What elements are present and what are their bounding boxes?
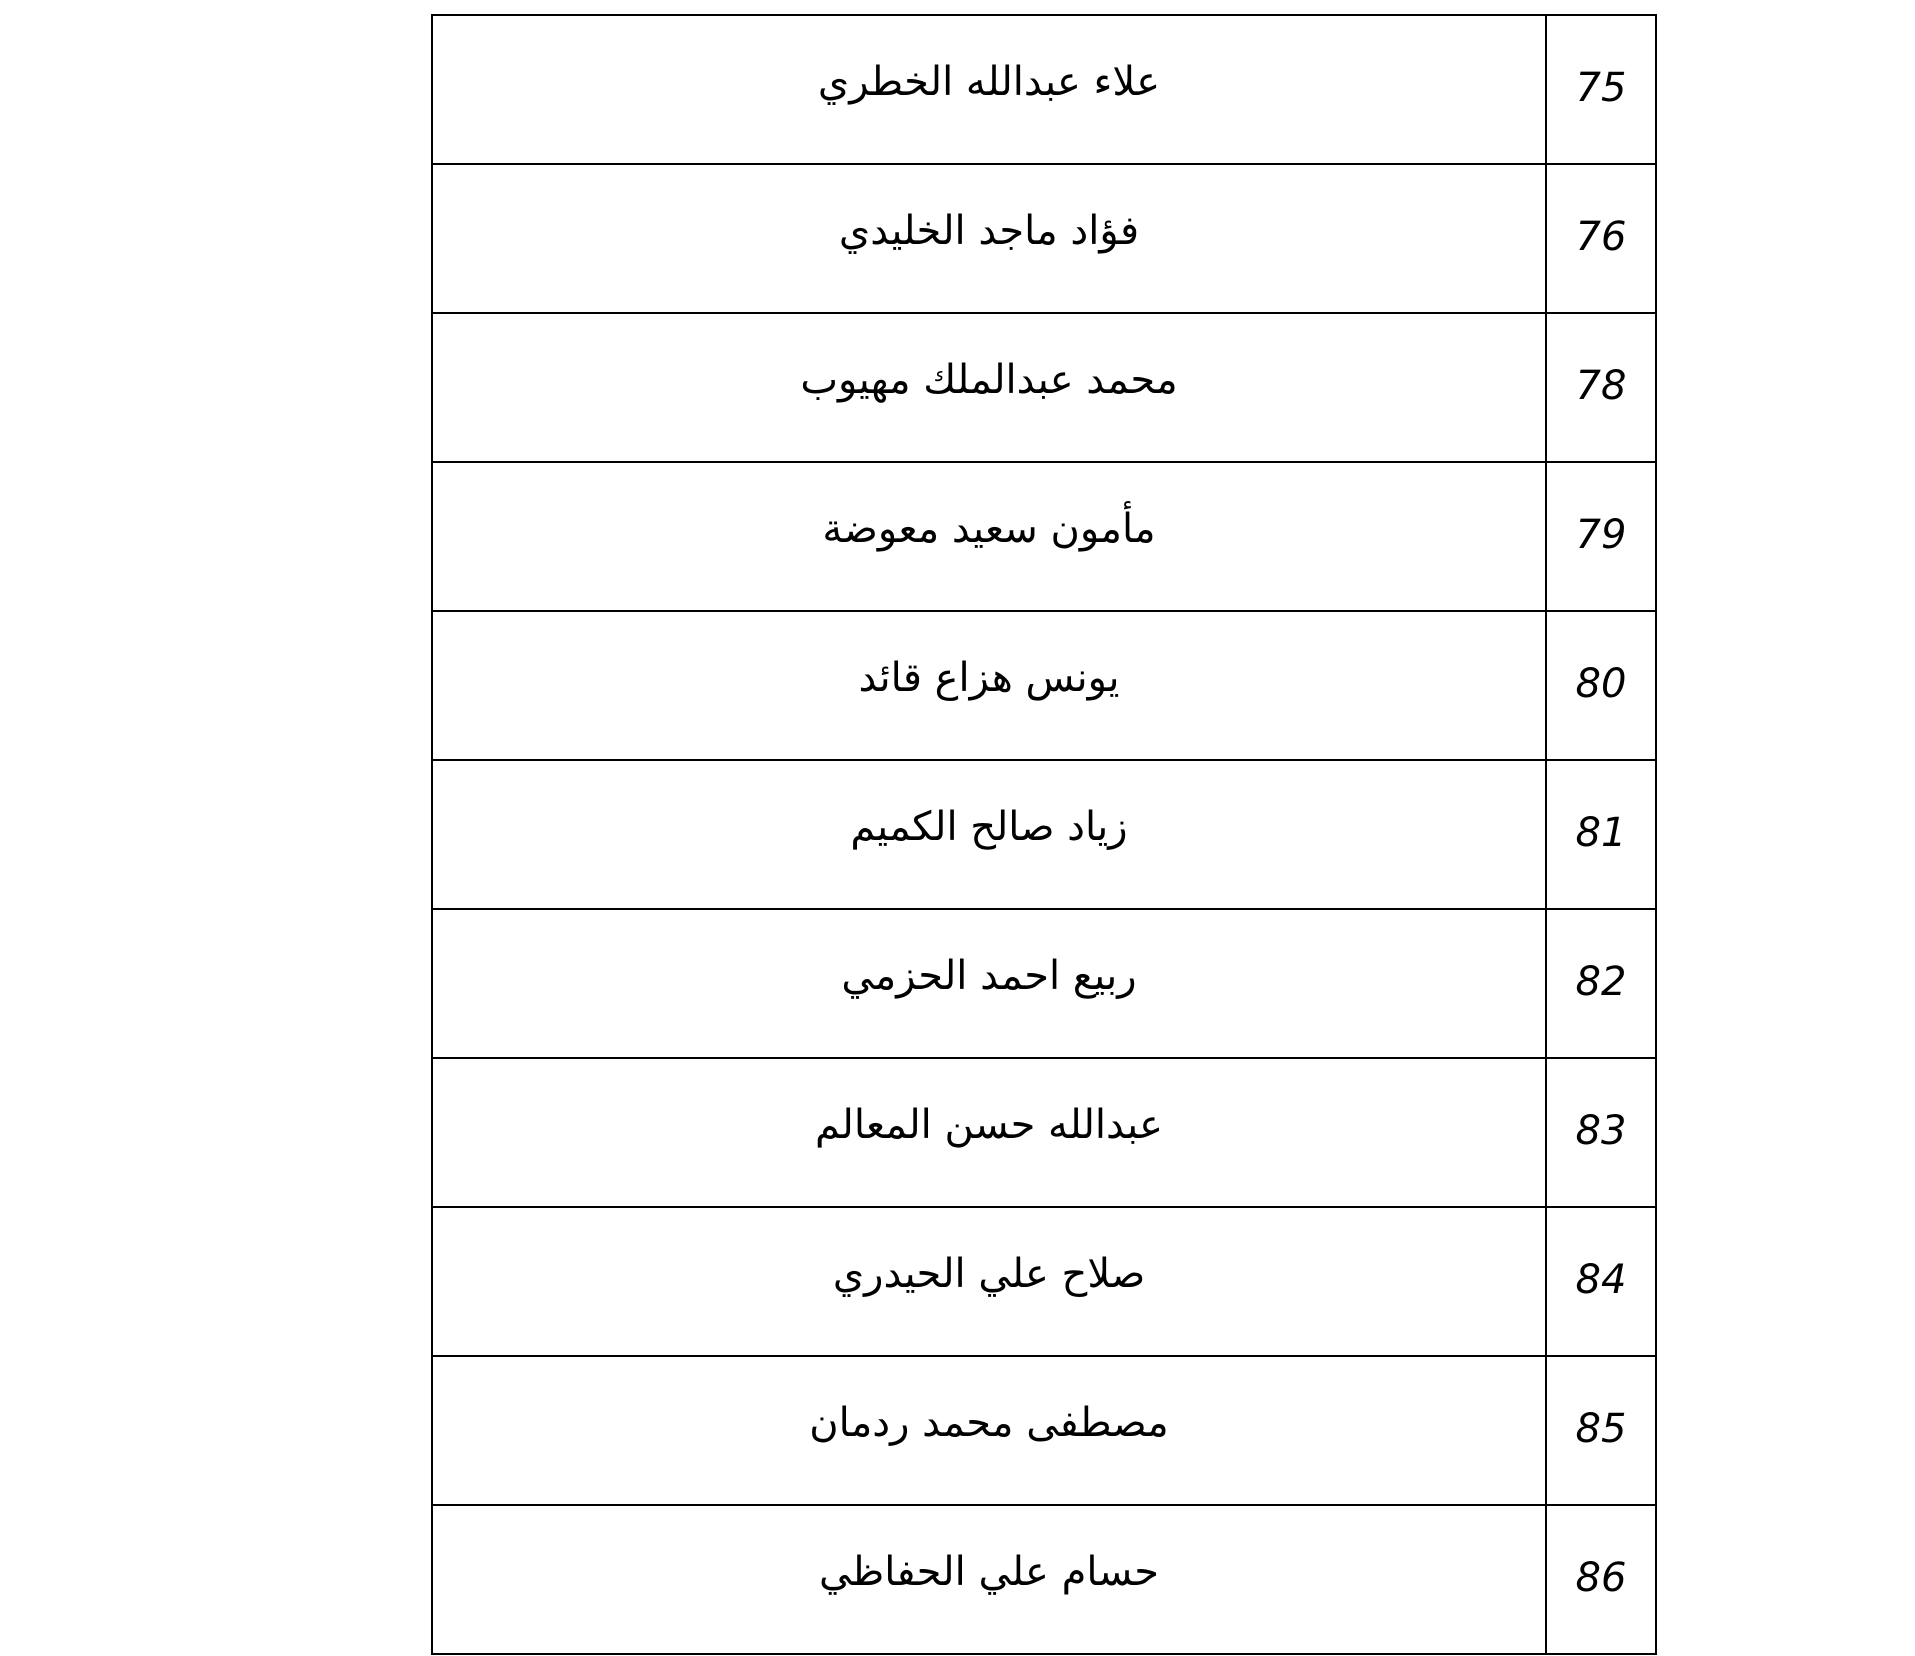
row-number: 86	[1575, 1554, 1627, 1601]
name-cell	[432, 1207, 1546, 1356]
name-cell	[432, 611, 1546, 760]
person-name: يونس هزاع قائد	[858, 654, 1120, 701]
person-name: زياد صالح الكميم	[850, 803, 1128, 850]
row-number: 81	[1575, 809, 1627, 856]
row-number: 78	[1575, 362, 1627, 409]
name-cell	[432, 164, 1546, 313]
row-number: 83	[1575, 1107, 1627, 1154]
name-cell	[432, 1058, 1546, 1207]
table-row	[432, 15, 1656, 164]
number-cell	[1546, 1207, 1656, 1356]
number-cell	[1546, 611, 1656, 760]
name-cell	[432, 313, 1546, 462]
table-row	[432, 760, 1656, 909]
person-name: ربيع احمد الحزمي	[841, 952, 1137, 999]
number-cell	[1546, 164, 1656, 313]
number-cell	[1546, 1505, 1656, 1654]
row-number: 84	[1575, 1256, 1627, 1303]
name-cell	[432, 1505, 1546, 1654]
names-table	[431, 14, 1657, 1655]
person-name: علاء عبدالله الخطري	[817, 58, 1161, 105]
name-cell	[432, 15, 1546, 164]
table-row	[432, 1356, 1656, 1505]
number-cell	[1546, 909, 1656, 1058]
table-row	[432, 611, 1656, 760]
person-name: صلاح علي الحيدري	[832, 1250, 1146, 1297]
row-number: 76	[1575, 213, 1627, 260]
row-number: 82	[1575, 958, 1627, 1005]
person-name: عبدالله حسن المعالم	[815, 1101, 1163, 1148]
name-cell	[432, 909, 1546, 1058]
number-cell	[1546, 15, 1656, 164]
name-cell	[432, 760, 1546, 909]
row-number: 79	[1575, 511, 1627, 558]
person-name: مصطفى محمد ردمان	[809, 1399, 1169, 1446]
table-row	[432, 1058, 1656, 1207]
table-row	[432, 1505, 1656, 1654]
name-cell	[432, 1356, 1546, 1505]
person-name: فؤاد ماجد الخليدي	[838, 207, 1140, 254]
row-number: 75	[1575, 64, 1627, 111]
table-row	[432, 1207, 1656, 1356]
table-row	[432, 462, 1656, 611]
number-cell	[1546, 313, 1656, 462]
person-name: حسام علي الحفاظي	[819, 1548, 1159, 1595]
number-cell	[1546, 1356, 1656, 1505]
row-number: 85	[1575, 1405, 1627, 1452]
number-cell	[1546, 760, 1656, 909]
table-row	[432, 164, 1656, 313]
number-cell	[1546, 462, 1656, 611]
name-cell	[432, 462, 1546, 611]
table-row	[432, 909, 1656, 1058]
row-number: 80	[1575, 660, 1627, 707]
person-name: مأمون سعيد معوضة	[822, 505, 1156, 552]
table-row	[432, 313, 1656, 462]
person-name: محمد عبدالملك مهيوب	[800, 356, 1178, 403]
number-cell	[1546, 1058, 1656, 1207]
